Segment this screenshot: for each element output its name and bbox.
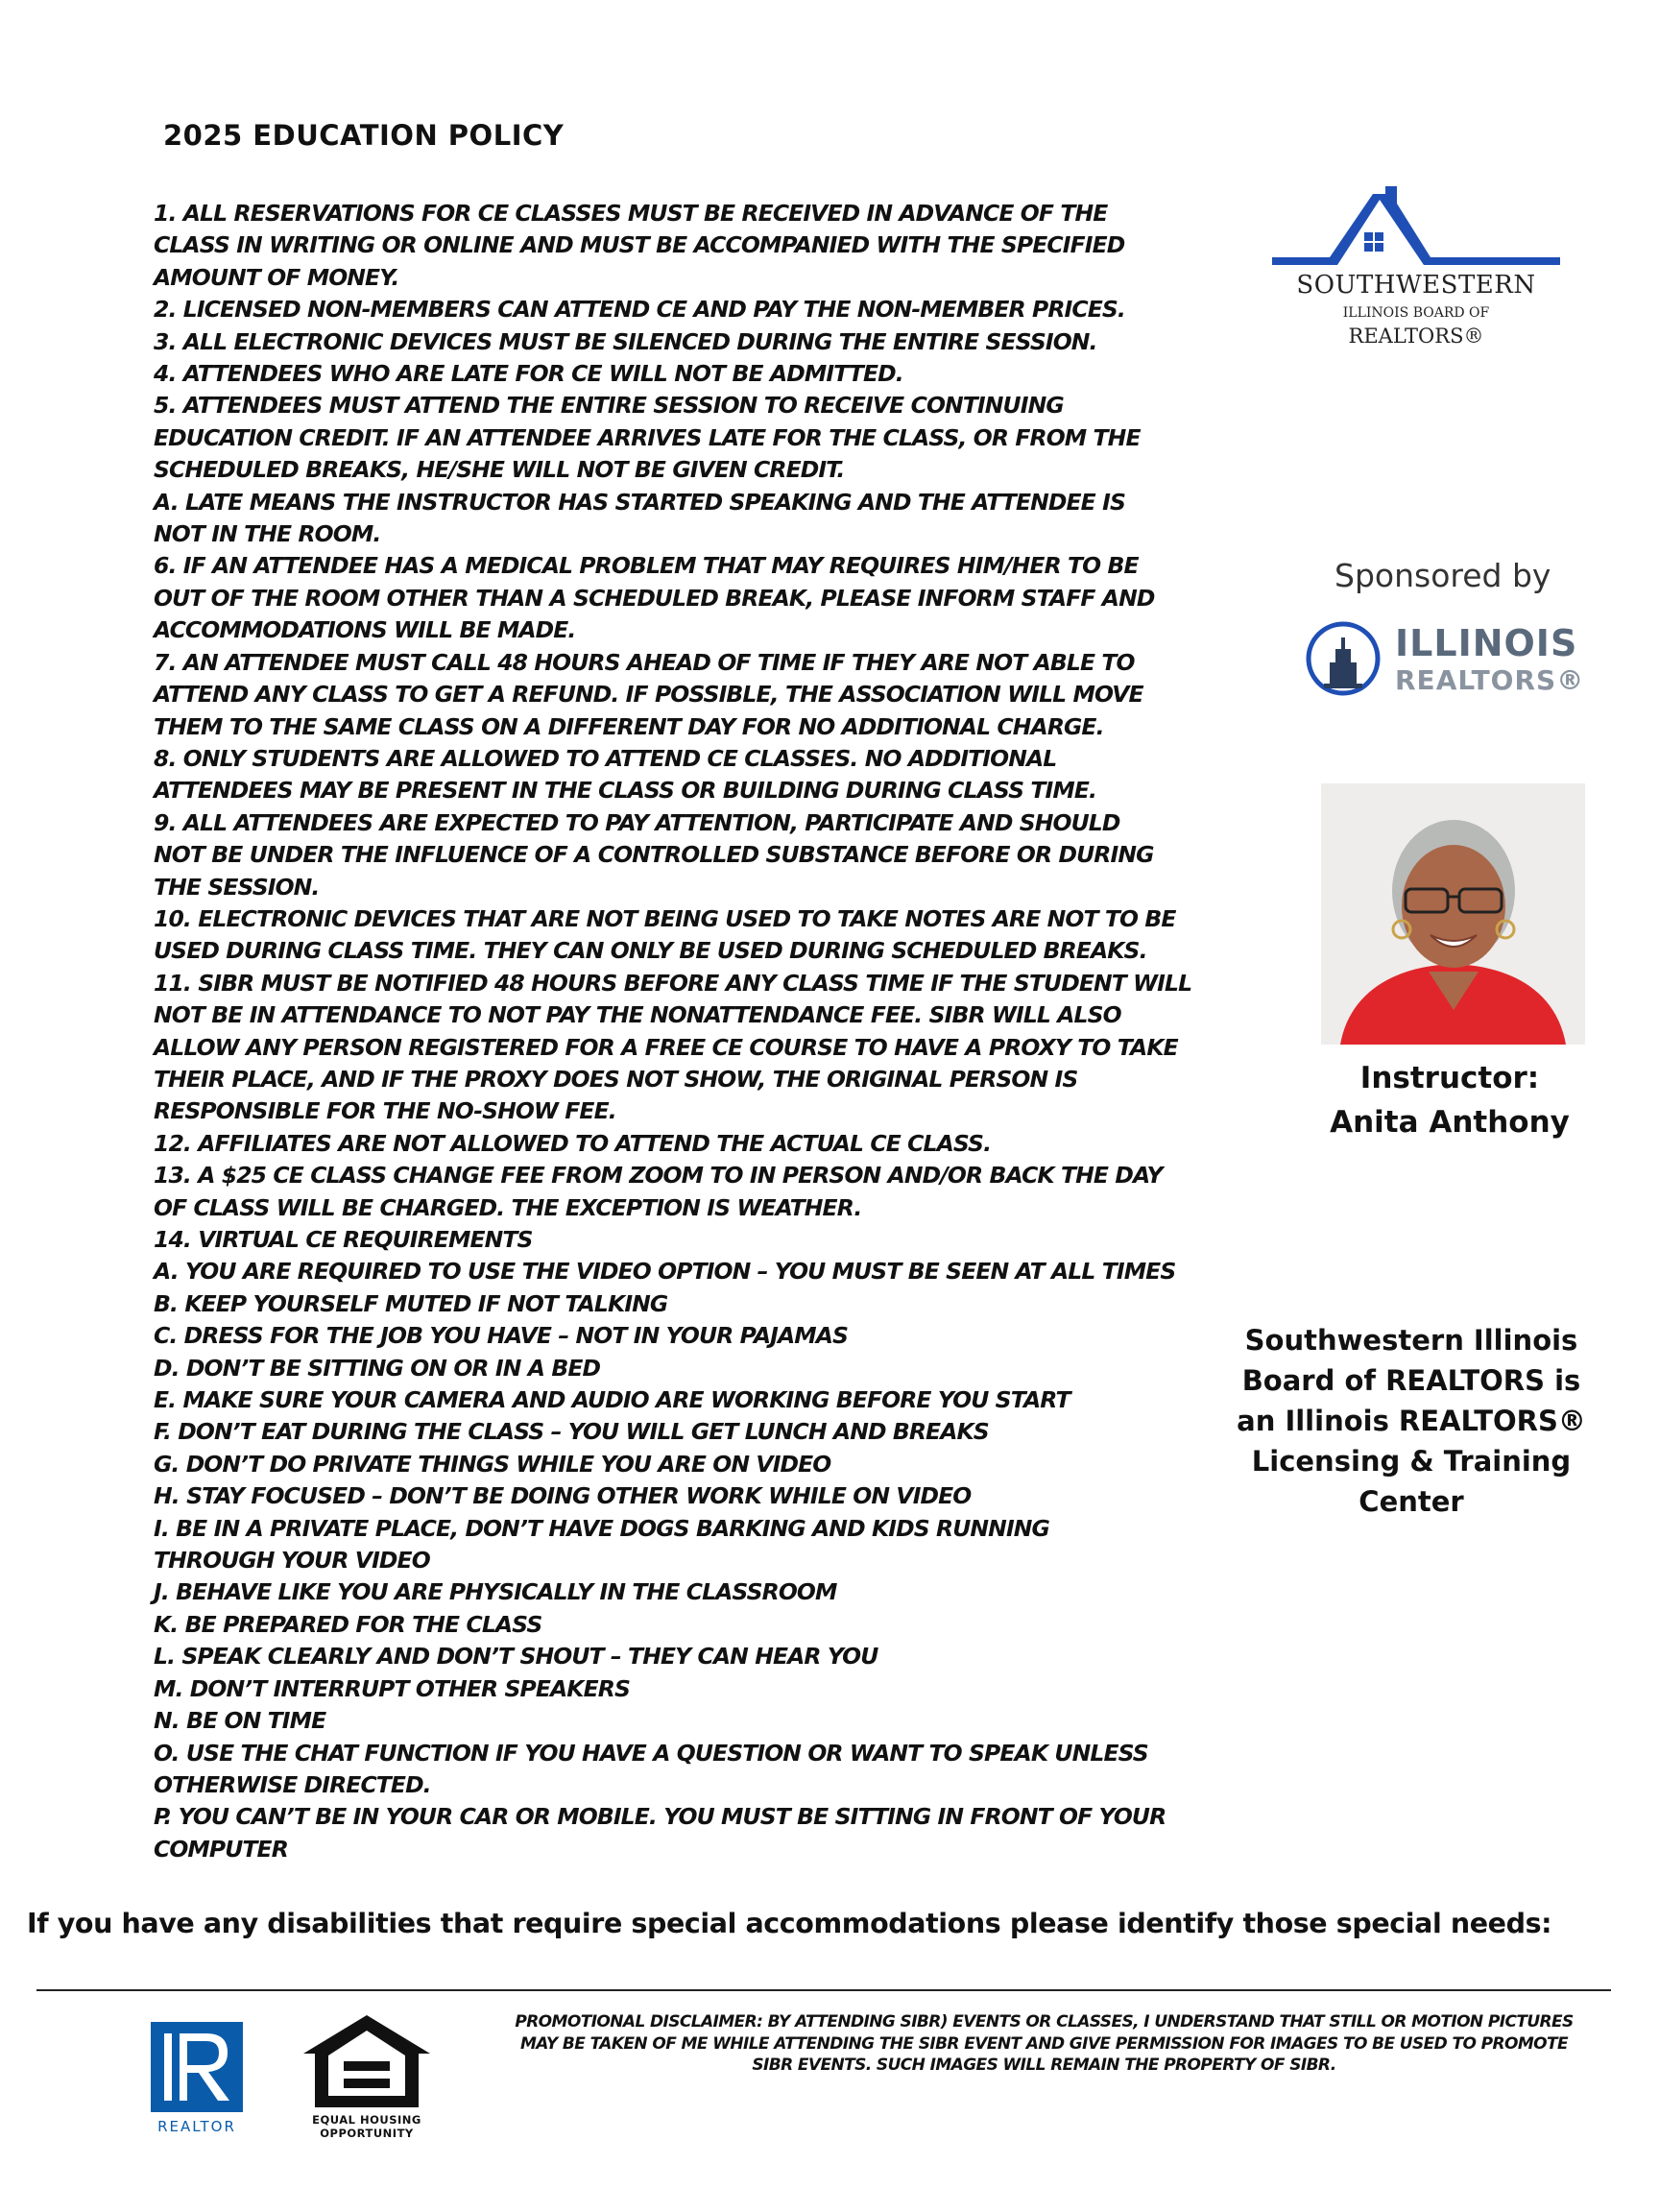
page-title: 2025 EDUCATION POLICY <box>163 119 565 152</box>
policy-line: D. DON’T BE SITTING ON OR IN A BED <box>154 1354 601 1382</box>
policy-line: A. YOU ARE REQUIRED TO USE THE VIDEO OPTION – YOU MUST BE SEEN AT ALL TIMES <box>154 1258 1176 1286</box>
sw-logo-sub2: REALTORS® <box>1348 325 1484 348</box>
policy-line: OF CLASS WILL BE CHARGED. THE EXCEPTION IS WEATHER. <box>154 1193 862 1221</box>
policy-line: 7. AN ATTENDEE MUST CALL 48 HOURS AHEAD OF TIME IF THEY ARE NOT ABLE TO <box>154 648 1135 676</box>
policy-line: O. USE THE CHAT FUNCTION IF YOU HAVE A QUESTION OR WANT TO SPEAK UNLESS <box>154 1739 1148 1767</box>
policy-line: B. KEEP YOURSELF MUTED IF NOT TALKING <box>154 1289 668 1317</box>
policy-line: SCHEDULED BREAKS, HE/SHE WILL NOT BE GIVEN CREDIT. <box>154 456 845 484</box>
ir-logo-line2: REALTORS® <box>1395 664 1585 696</box>
policy-line: C. DRESS FOR THE JOB YOU HAVE – NOT IN YOUR PAJAMAS <box>154 1322 849 1350</box>
policy-list <box>154 198 1258 1865</box>
policy-line: F. DON’T EAT DURING THE CLASS – YOU WILL GET LUNCH AND BREAKS <box>154 1418 989 1446</box>
eho-line1: EQUAL HOUSING <box>312 2113 421 2127</box>
policy-line: 14. VIRTUAL CE REQUIREMENTS <box>154 1226 533 1253</box>
policy-line: L. SPEAK CLEARLY AND DON’T SHOUT – THEY CAN HEAR YOU <box>154 1643 878 1671</box>
policy-line: 5. ATTENDEES MUST ATTEND THE ENTIRE SESSION TO RECEIVE CONTINUING <box>154 392 1064 420</box>
policy-line: P. YOU CAN’T BE IN YOUR CAR OR MOBILE. YOU MUST BE SITTING IN FRONT OF YOUR <box>154 1803 1166 1831</box>
policy-line: H. STAY FOCUSED – DON’T BE DOING OTHER WORK WHILE ON VIDEO <box>154 1482 972 1510</box>
disclaimer-line: SIBR EVENTS. SUCH IMAGES WILL REMAIN THE PROPERTY OF SIBR. <box>752 2056 1336 2075</box>
house-roof-icon <box>1272 182 1560 271</box>
policy-line: EDUCATION CREDIT. IF AN ATTENDEE ARRIVES LATE FOR THE CLASS, OR FROM THE <box>154 423 1141 451</box>
policy-line: OTHERWISE DIRECTED. <box>154 1770 431 1798</box>
instructor-photo <box>1321 783 1585 1045</box>
policy-line: I. BE IN A PRIVATE PLACE, DON’T HAVE DOGS BARKING AND KIDS RUNNING <box>154 1514 1049 1542</box>
policy-line: 10. ELECTRONIC DEVICES THAT ARE NOT BEING USED TO TAKE NOTES ARE NOT TO BE <box>154 904 1176 932</box>
policy-line: M. DON’T INTERRUPT OTHER SPEAKERS <box>154 1674 630 1702</box>
policy-line: CLASS IN WRITING OR ONLINE AND MUST BE ACCOMPANIED WITH THE SPECIFIED <box>154 231 1125 259</box>
policy-line: A. LATE MEANS THE INSTRUCTOR HAS STARTED SPEAKING AND THE ATTENDEE IS <box>154 488 1125 516</box>
policy-line: NOT BE IN ATTENDANCE TO NOT PAY THE NONATTENDANCE FEE. SIBR WILL ALSO <box>154 1001 1121 1029</box>
policy-line: 12. AFFILIATES ARE NOT ALLOWED TO ATTEND THE ACTUAL CE CLASS. <box>154 1129 992 1157</box>
policy-line: 3. ALL ELECTRONIC DEVICES MUST BE SILENCED DURING THE ENTIRE SESSION. <box>154 327 1097 355</box>
policy-line: RESPONSIBLE FOR THE NO-SHOW FEE. <box>154 1097 616 1125</box>
sponsored-by-label: Sponsored by <box>1334 557 1551 594</box>
policy-line: 9. ALL ATTENDEES ARE EXPECTED TO PAY ATTENTION, PARTICIPATE AND SHOULD <box>154 808 1120 836</box>
policy-line: 13. A $25 CE CLASS CHANGE FEE FROM ZOOM TO IN PERSON AND/OR BACK THE DAY <box>154 1162 1163 1190</box>
instructor-label: Instructor: <box>1359 1061 1540 1095</box>
policy-line: G. DON’T DO PRIVATE THINGS WHILE YOU ARE ON VIDEO <box>154 1450 831 1478</box>
realtor-logo-label: REALTOR <box>157 2118 236 2135</box>
policy-line: THEM TO THE SAME CLASS ON A DIFFERENT DAY FOR NO ADDITIONAL CHARGE. <box>154 712 1104 740</box>
policy-line: AMOUNT OF MONEY. <box>154 263 399 291</box>
capitol-seal-icon <box>1301 620 1389 697</box>
signature-line <box>36 1989 1611 1991</box>
center-info-line: Licensing & Training <box>1251 1445 1572 1478</box>
sw-logo-sub: ILLINOIS BOARD OF <box>1342 305 1490 321</box>
policy-line: THE SESSION. <box>154 873 320 901</box>
policy-line: 4. ATTENDEES WHO ARE LATE FOR CE WILL NOT BE ADMITTED. <box>154 360 903 388</box>
policy-line: J. BEHAVE LIKE YOU ARE PHYSICALLY IN THE CLASSROOM <box>154 1578 837 1606</box>
policy-line: OUT OF THE ROOM OTHER THAN A SCHEDULED BREAK, PLEASE INFORM STAFF AND <box>154 584 1155 612</box>
disabilities-prompt: If you have any disabilities that require special accommodations please identify those special needs: <box>27 1908 1552 1939</box>
center-info-line: Southwestern Illinois <box>1244 1324 1578 1357</box>
policy-line: 1. ALL RESERVATIONS FOR CE CLASSES MUST BE RECEIVED IN ADVANCE OF THE <box>154 200 1108 227</box>
sw-logo-name: SOUTHWESTERN <box>1296 271 1536 300</box>
equal-housing-label <box>300 2113 434 2140</box>
instructor-info <box>1286 1056 1613 1144</box>
equal-housing-logo <box>300 2011 434 2141</box>
center-info-line: an Illinois REALTORS® <box>1237 1405 1586 1437</box>
policy-line: 2. LICENSED NON-MEMBERS CAN ATTEND CE AND PAY THE NON-MEMBER PRICES. <box>154 296 1125 324</box>
disclaimer-line: MAY BE TAKEN OF ME WHILE ATTENDING THE SIBR EVENT AND GIVE PERMISSION FOR IMAGES TO BE USED TO PROMOTE <box>519 2033 1569 2054</box>
center-info-line: Board of REALTORS is <box>1241 1364 1581 1397</box>
policy-line: ATTENDEES MAY BE PRESENT IN THE CLASS OR BUILDING DURING CLASS TIME. <box>154 777 1097 805</box>
policy-line: ALLOW ANY PERSON REGISTERED FOR A FREE CE COURSE TO HAVE A PROXY TO TAKE <box>154 1033 1178 1061</box>
policy-line: ACCOMMODATIONS WILL BE MADE. <box>154 616 576 644</box>
policy-line: THEIR PLACE, AND IF THE PROXY DOES NOT SHOW, THE ORIGINAL PERSON IS <box>154 1065 1078 1093</box>
policy-line: 11. SIBR MUST BE NOTIFIED 48 HOURS BEFORE ANY CLASS TIME IF THE STUDENT WILL <box>154 969 1192 997</box>
policy-line: THROUGH YOUR VIDEO <box>154 1547 430 1575</box>
center-info-line: Center <box>1358 1485 1464 1518</box>
policy-line: USED DURING CLASS TIME. THEY CAN ONLY BE USED DURING SCHEDULED BREAKS. <box>154 937 1147 965</box>
promotional-disclaimer <box>432 2011 1656 2077</box>
disclaimer-line: PROMOTIONAL DISCLAIMER: BY ATTENDING SIBR) EVENTS OR CLASSES, I UNDERSTAND THAT STILL OR MOTION PICTURES <box>515 2012 1574 2032</box>
equal-housing-icon <box>300 2011 434 2111</box>
policy-line: 8. ONLY STUDENTS ARE ALLOWED TO ATTEND CE CLASSES. NO ADDITIONAL <box>154 744 1057 772</box>
policy-line: 6. IF AN ATTENDEE HAS A MEDICAL PROBLEM THAT MAY REQUIRES HIM/HER TO BE <box>154 552 1139 580</box>
policy-line: NOT BE UNDER THE INFLUENCE OF A CONTROLLED SUBSTANCE BEFORE OR DURING <box>154 841 1154 869</box>
realtor-logo <box>149 2020 245 2135</box>
policy-line: E. MAKE SURE YOUR CAMERA AND AUDIO ARE WORKING BEFORE YOU START <box>154 1386 1070 1414</box>
southwestern-logo <box>1272 182 1560 360</box>
policy-line: ATTEND ANY CLASS TO GET A REFUND. IF POSSIBLE, THE ASSOCIATION WILL MOVE <box>154 681 1143 709</box>
illinois-realtors-logo <box>1301 620 1589 697</box>
policy-line: K. BE PREPARED FOR THE CLASS <box>154 1610 542 1638</box>
ir-logo-line1: ILLINOIS <box>1395 622 1578 664</box>
policy-line: NOT IN THE ROOM. <box>154 520 381 548</box>
training-center-info <box>1234 1320 1589 1522</box>
instructor-name: Anita Anthony <box>1330 1105 1570 1140</box>
policy-line: COMPUTER <box>154 1835 288 1863</box>
realtor-r-icon <box>149 2020 245 2114</box>
policy-line: N. BE ON TIME <box>154 1707 326 1735</box>
eho-line2: OPPORTUNITY <box>320 2127 414 2140</box>
